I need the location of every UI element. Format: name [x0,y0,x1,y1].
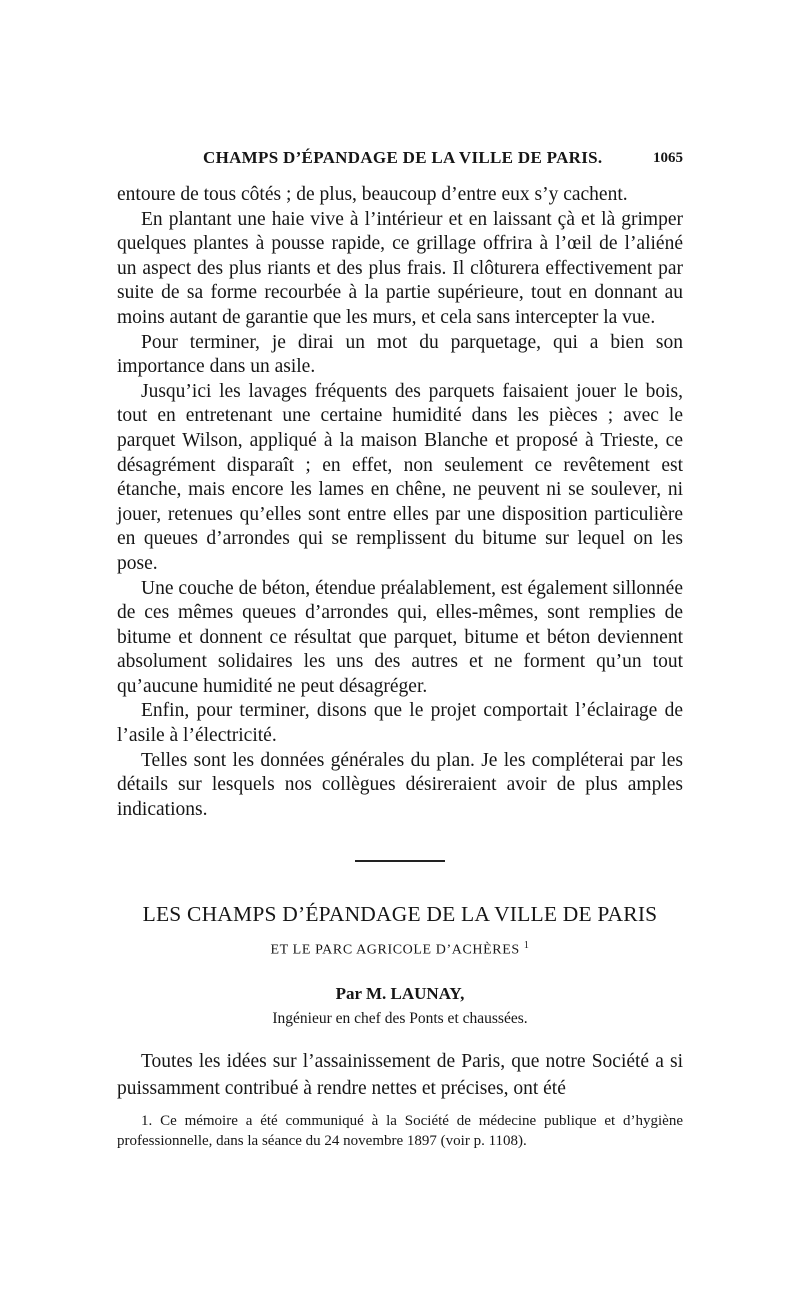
footnote-mark: 1 [523,940,530,951]
article-title: LES CHAMPS D’ÉPANDAGE DE LA VILLE DE PARIS [142,902,658,926]
article-subtitle-text: ET LE PARC AGRICOLE D’ACHÈRES [270,942,520,958]
article-author: Par M. LAUNAY, [335,984,465,1003]
paragraph-conclusion: Telles sont les données générales du plan. Je les compléterai par les détails sur lesquels nos collègues désireraient avoir de plus amples indications. [117,749,683,820]
article-intro [117,1048,683,1102]
article-author-role: Ingénieur en chef des Ponts et chaussées. [272,1010,528,1027]
paragraph-wilson-parquet: Jusqu’ici les lavages fréquents des parquets faisaient jouer le bois, tout en entretenant une certaine humidité dans les pièces ; avec le parquet Wilson, appliqué à la maison Blanche et proposé à Trieste, ce désagrément disparaît ; en effet, non seulement ce revêtement est étanche, mais encore les lames en chêne, ne peuvent ni se soulever, ni jouer, retenues qu’elles sont entre elles par une disposition particulière en queues d’arrondes qui se remplissent du bitume sur lequel on les pose. [117,380,683,574]
paragraph-eclairage: Enfin, pour terminer, disons que le projet comportait l’éclairage de l’asile à l’électricité. [117,700,683,747]
paragraph-hedge: En plantant une haie vive à l’intérieur et en laissant çà et là grimper quelques plantes à pousse rapide, ce grillage offrira à l’œil de l’aliéné un aspect des plus riants et des plus frais. Il clôturera effectivement par suite de sa forme recourbée à la partie supérieure, tout en donnant au moins autant de garantie que les murs, et cela sans intercepter la vue. [117,208,683,328]
article-subtitle [117,940,683,959]
article-intro-paragraph: Toutes les idées sur l’assainissement de Paris, que notre Société a si puissamment contribué à rendre nettes et précises, ont été [117,1051,683,1099]
paragraph-continuation: entoure de tous côtés ; de plus, beaucoup d’entre eux s’y cachent. [117,184,628,205]
footnote-text: 1. Ce mémoire a été communiqué à la Société de médecine publique et d’hygiène professionnelle, dans la séance du 24 novembre 1897 (voir p. 1108). [117,1113,683,1149]
running-head [117,148,683,174]
body-text [117,183,683,822]
running-title: CHAMPS D’ÉPANDAGE DE LA VILLE DE PARIS. [203,148,603,167]
paragraph-beton: Une couche de béton, étendue préalablement, est également sillonnée de ces mêmes queues d’arrondes qui, elles-mêmes, sont remplies de bitume et donnent ce résultat que parquet, bitume et béton deviennent absolument solidaires les uns des autres et ne forment qu’un tout qu’aucune humidité ne peut désagréger. [117,577,683,697]
page-number: 1065 [653,150,683,166]
paragraph-parquetage: Pour terminer, je dirai un mot du parquetage, qui a bien son importance dans un asile. [117,331,683,378]
footnote [117,1111,683,1151]
section-separator [355,860,445,862]
